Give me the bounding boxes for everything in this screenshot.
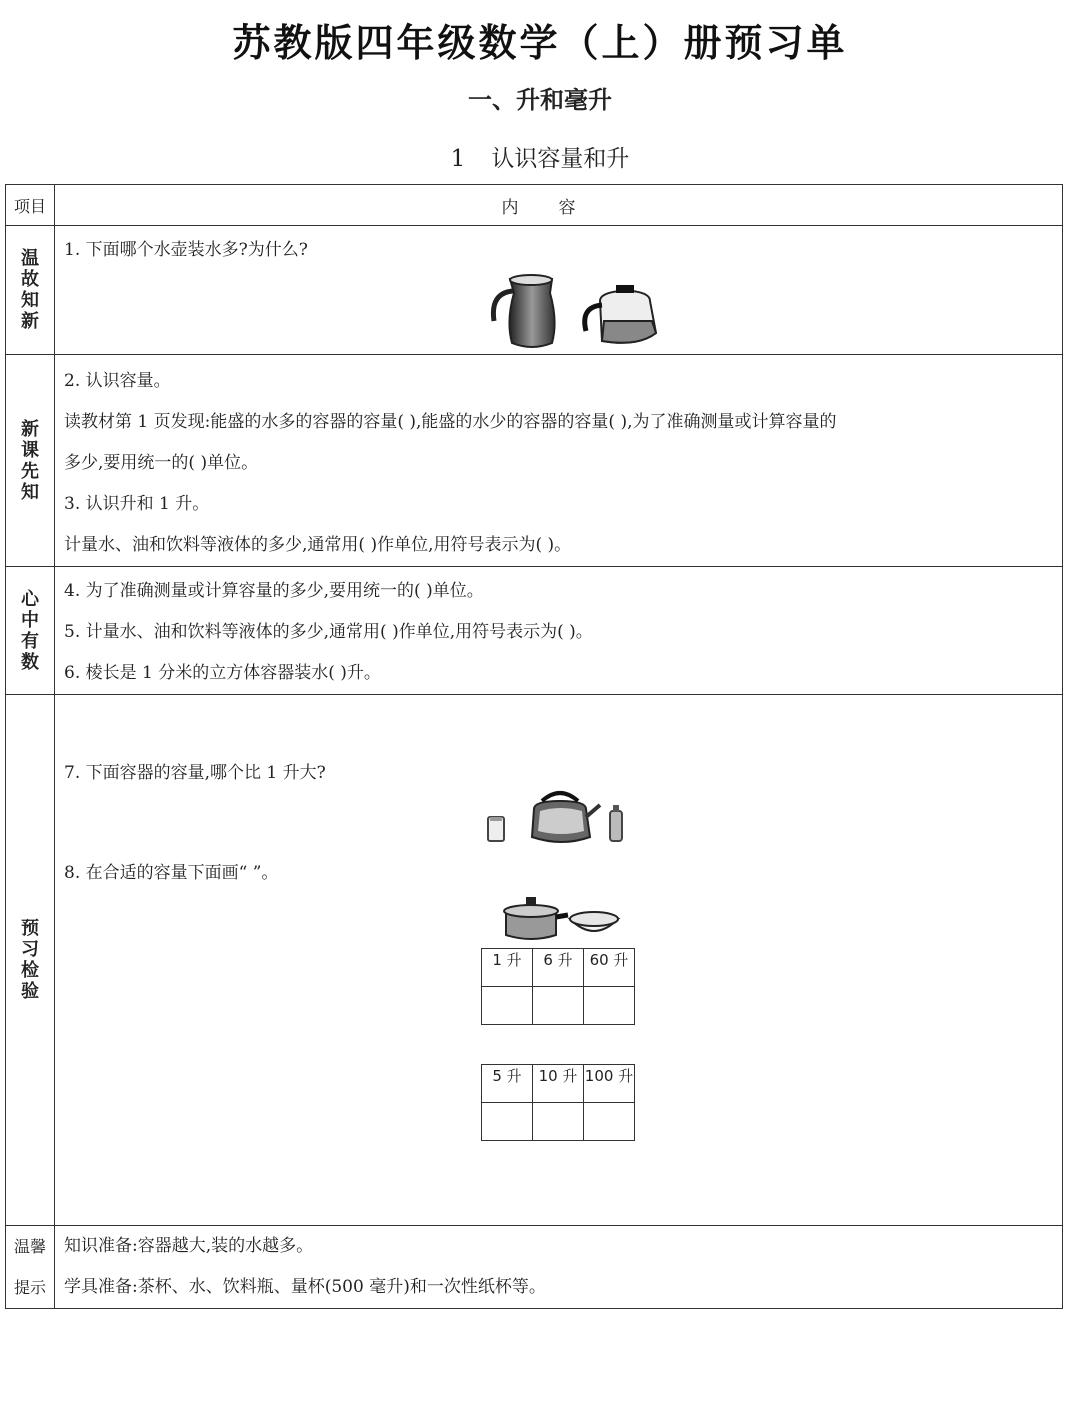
preview-line-1: 2. 认识容量。 (64, 371, 171, 391)
section-label-text: 新 课 先 知 (21, 418, 39, 503)
water-jugs-icon (480, 271, 680, 351)
unit-title: 一、升和毫升 (468, 86, 612, 114)
tips-row (6, 1226, 1063, 1309)
page-title: 苏教版四年级数学（上）册预习单 (232, 21, 848, 65)
tips-knowledge: 知识准备:容器越大,装的水越多。 (64, 1236, 314, 1256)
lesson-title (0, 140, 1080, 173)
mind-line-4: 4. 为了准确测量或计算容量的多少,要用统一的( )单位。 (64, 581, 484, 601)
header-content: 内容 (55, 185, 1063, 226)
capacity-table-2 (481, 1064, 635, 1141)
t1-option-1: 1 升 (482, 949, 533, 987)
t2-answer-3[interactable] (584, 1103, 635, 1141)
preview-row (6, 355, 1063, 567)
section-label-text: 温馨 提示 (13, 1237, 46, 1297)
t1-option-2: 6 升 (533, 949, 584, 987)
check-label (6, 695, 55, 1226)
t1-answer-3[interactable] (584, 987, 635, 1025)
preview-label (6, 355, 55, 567)
t2-option-3: 100 升 (584, 1065, 635, 1103)
capacity-table-1 (481, 948, 635, 1025)
mind-content (55, 567, 1063, 695)
preview-line-5: 计量水、油和饮料等液体的多少,通常用( )作单位,用符号表示为( )。 (64, 535, 572, 555)
section-label-text: 预 习 检 验 (21, 918, 39, 1002)
mind-line-6: 6. 棱长是 1 分米的立方体容器装水( )升。 (64, 663, 381, 683)
preview-line-4: 3. 认识升和 1 升。 (64, 494, 210, 514)
tips-label (6, 1226, 55, 1309)
section-label-text: 心 中 有 数 (21, 588, 39, 673)
t2-answer-1[interactable] (482, 1103, 533, 1141)
tips-content (55, 1226, 1063, 1309)
tips-tools: 学具准备:茶杯、水、饮料瓶、量杯(500 毫升)和一次性纸杯等。 (64, 1277, 546, 1297)
preview-line-2: 读教材第 1 页发现:能盛的水多的容器的容量( ),能盛的水少的容器的容量( ),为了准确测量或计算容量的 (64, 412, 837, 432)
header-row (6, 185, 1063, 226)
t1-option-3: 60 升 (584, 949, 635, 987)
review-row (6, 226, 1063, 355)
mind-row (6, 567, 1063, 695)
header-item: 项目 (6, 185, 55, 226)
t2-answer-2[interactable] (533, 1103, 584, 1141)
t1-answer-2[interactable] (533, 987, 584, 1025)
section-label-text: 温 故 知 新 (21, 248, 39, 332)
check-content (55, 695, 1063, 1226)
mind-label (6, 567, 55, 695)
mind-line-5: 5. 计量水、油和饮料等液体的多少,通常用( )作单位,用符号表示为( )。 (64, 622, 593, 642)
pot-bowl-icon (498, 893, 628, 943)
preview-line-3: 多少,要用统一的( )单位。 (64, 453, 259, 473)
t2-option-2: 10 升 (533, 1065, 584, 1103)
t1-answer-1[interactable] (482, 987, 533, 1025)
review-content (55, 226, 1063, 355)
check-q8: 8. 在合适的容量下面画“ ”。 (64, 863, 279, 883)
lesson-number: 1 (450, 146, 466, 172)
lesson-name: 认识容量和升 (491, 146, 630, 172)
check-row (6, 695, 1063, 1226)
preview-content (55, 355, 1063, 567)
review-q1: 1. 下面哪个水壶装水多?为什么? (64, 240, 308, 260)
worksheet-table (5, 184, 1063, 1309)
t2-option-1: 5 升 (482, 1065, 533, 1103)
check-q7: 7. 下面容器的容量,哪个比 1 升大? (64, 763, 326, 783)
review-label (6, 226, 55, 355)
containers-icon (482, 787, 642, 851)
